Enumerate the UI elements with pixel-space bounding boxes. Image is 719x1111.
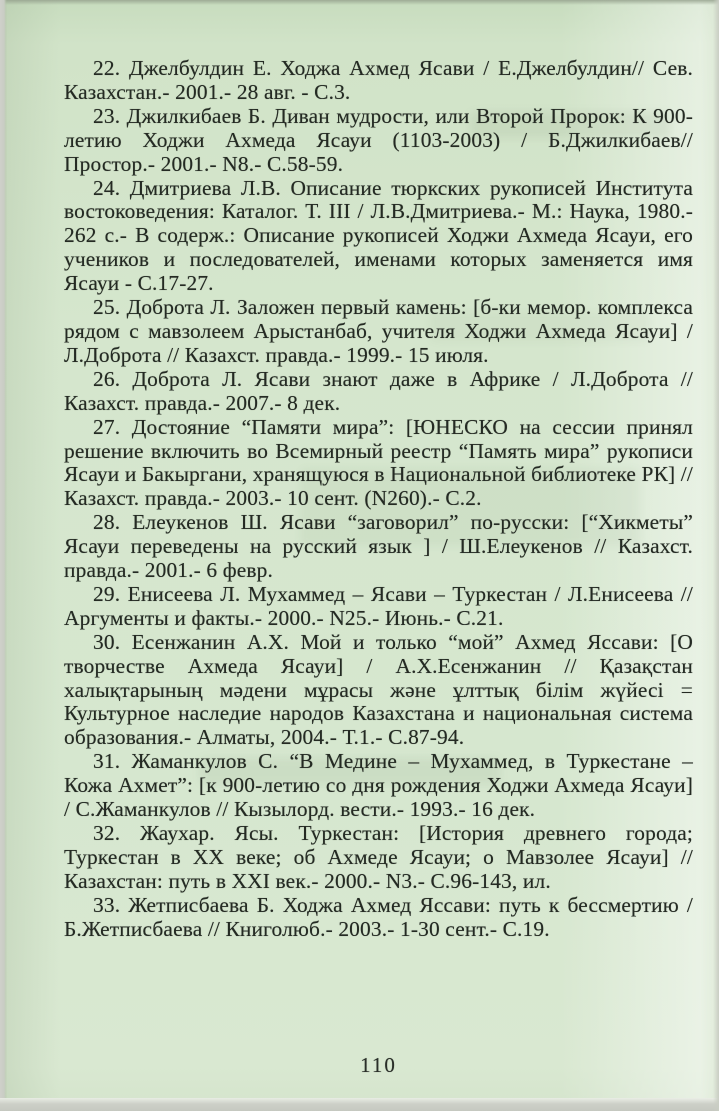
bibliography-entry-22: 22. Джелбулдин Е. Ходжа Ахмед Ясави / Е.Джелбулдин// Сев. Казахстан.- 2001.- 28 авг. - С.3. <box>64 56 693 104</box>
bibliography-entry-28: 28. Елеукенов Ш. Ясави “заговорил” по-русски: [“Хикметы” Ясауи переведены на русский язык ] / Ш.Елеукенов // Казахст. правда.- 2001.- 6 февр. <box>64 510 693 583</box>
bibliography-entry-33: 33. Жетписбаева Б. Ходжа Ахмед Яссави: путь к бессмертию / Б.Жетписбаева // Книголюб.- 2003.- 1-30 сент.- С.19. <box>64 892 693 941</box>
bibliography-entry-32: 32. Жаухар. Ясы. Туркестан: [История древнего города; Туркестан в XX веке; об Ахмеде Ясауи; о Мавзолее Ясауи] // Казахстан: путь в XXI век.- 2000.- N3.- С.96-143, ил. <box>64 821 693 893</box>
bibliography-entry-23: 23. Джилкибаев Б. Диван мудрости, или Второй Пророк: К 900-летию Ходжи Ахмеда Ясауи (1103-2003) / Б.Джилкибаев// Простор.- 2001.- N8.- С.58-59. <box>64 103 693 176</box>
scan-edge-bottom <box>0 1098 719 1111</box>
page-number: 110 <box>360 1053 397 1077</box>
bibliography-entry-25: 25. Доброта Л. Заложен первый камень: [б-ки мемор. комплекса рядом с мавзолеем Арыстанбаб, учителя Ходжи Ахмеда Ясауи] / Л.Доброта // Казахст. правда.- 1999.- 15 июля. <box>64 295 693 367</box>
bibliography-entry-31: 31. Жаманкулов С. “В Медине – Мухаммед, в Туркестане – Кожа Ахмет”: [к 900-летию со дня рождения Ходжи Ахмеда Ясауи] / С.Жаманкулов // Кызылорд. вести.- 1993.- 16 дек. <box>64 749 693 822</box>
scan-edge-right <box>713 0 719 1111</box>
bibliography-entry-24: 24. Дмитриева Л.В. Описание тюркских рукописей Института востоковедения: Каталог. Т. III / Л.В.Дмитриева.- М.: Наука, 1980.- 262 с.- В содерж.: Описание рукописей Ходжи Ахмеда Ясауи, его учеников и последователей, именами которых заменяется имя Ясауи - С.17-27. <box>64 175 693 296</box>
bibliography-entry-30: 30. Есенжанин А.Х. Мой и только “мой” Ахмед Яссави: [О творчестве Ахмеда Ясауи] / А.Х.Есенжанин // Қазақстан халықтарының мәдени мұрасы және ұлттық білім жүйесі = Культурное наследие народов Казахстана и национальная система образования.- Алматы, 2004.- Т.1.- С.87-94. <box>64 629 693 750</box>
bibliography-entry-29: 29. Енисеева Л. Мухаммед – Ясави – Туркестан / Л.Енисеева // Аргументы и факты.- 2000.- N25.- Июнь.- С.21. <box>64 581 693 630</box>
bibliography-text-block <box>64 57 693 942</box>
scan-edge-left <box>0 0 7 1111</box>
bibliography-entry-26: 26. Доброта Л. Ясави знают даже в Африке / Л.Доброта // Казахст. правда.- 2007.- 8 дек. <box>64 366 693 415</box>
bibliography-entry-27: 27. Достояние “Памяти мира”: [ЮНЕСКО на сессии принял решение включить во Всемирный реестр “Память мира” рукописи Ясауи и Бакыргани, хранящуюся в Национальной библиотеке РК] // Казахст. правда.- 2003.- 10 сент. (N260).- С.2. <box>64 414 693 511</box>
scan-edge-top <box>0 0 719 5</box>
